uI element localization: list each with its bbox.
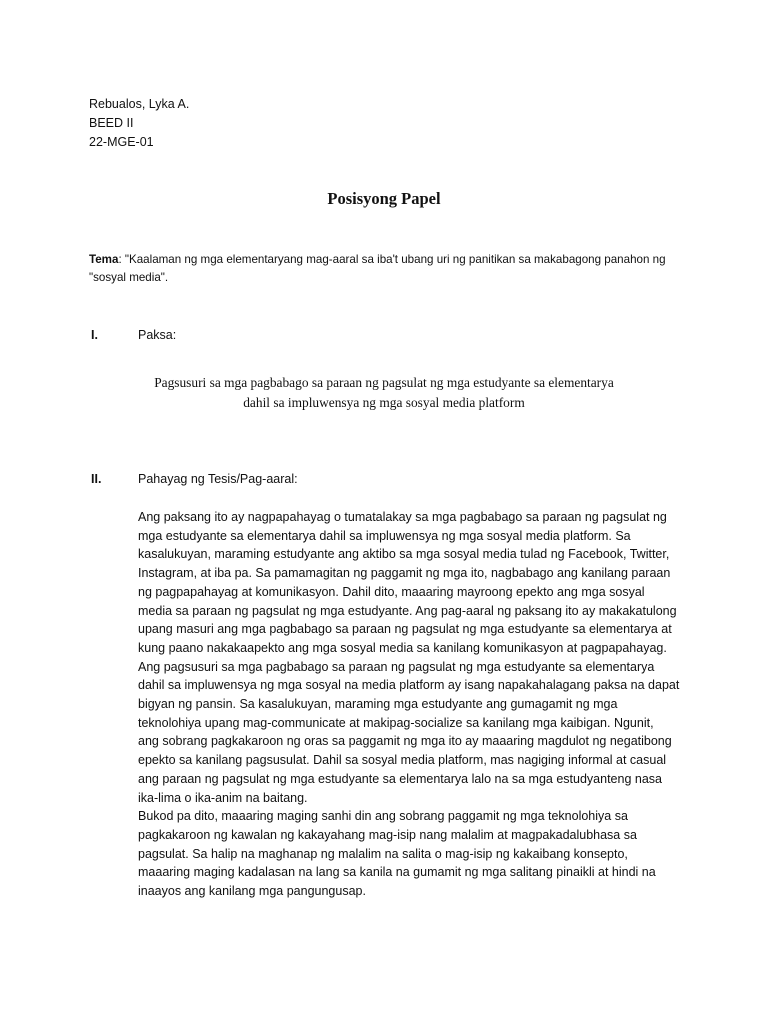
section-2-heading: Pahayag ng Tesis/Pag-aaral: [138,472,298,486]
body-line: mga estudyante sa elementarya dahil sa impluwensya ng mga sosyal media platform. Sa [138,528,631,543]
section-1-number: I. [91,328,98,342]
body-line: ika-lima o ika-anim na baitang. [138,790,308,805]
body-line: inaayos ang kanilang mga pangungusap. [138,884,366,899]
author-block [89,95,189,152]
body-line: upang masuri ang mga pagbabago sa paraan ng pagsulat ng mga estudyante sa elementarya at [138,622,672,637]
body-line: epekto sa kanilang pagsusulat. Dahil sa sosyal media platform, mas nagiging informal at casual [138,753,667,768]
body-line: kung paano nakakaapekto ang mga sosyal media sa kanilang komunikasyon at pagpapahayag. [138,640,667,655]
body-line: ang sobrang pagkakaroon ng oras sa paggamit ng mga ito ay maaaring magdulot ng negatibong [138,734,672,749]
body-line: Instagram, at iba pa. Sa pamamagitan ng paggamit ng mga ito, nagbabago ang kanilang paraan [138,566,671,581]
body-line: kasalukuyan, maraming estudyante ang aktibo sa mga sosyal media tulad ng Facebook, Twitter, [138,547,670,562]
tema-label: Tema [89,253,119,266]
tema-paragraph [89,251,679,287]
section-1-heading: Paksa: [138,328,177,342]
body-line: media sa paraan ng pagsulat ng mga estudyante. Ang pag-aaral ng paksang ito ay makakatulong [138,603,677,618]
body-line: dahil sa impluwensya ng mga sosyal na media platform ay isang napakahalagang paksa na dapat [138,678,680,693]
thesis-body [138,508,698,901]
author-course: BEED II [89,116,134,130]
author-name: Rebualos, Lyka A. [89,97,190,111]
body-line: ang paraan ng pagsulat ng mga estudyante sa elementarya lalo na sa mga estudyanteng nasa [138,771,662,786]
author-section: 22-MGE-01 [89,135,154,149]
topic-line: Pagsusuri sa mga pagbabago sa paraan ng pagsulat ng mga estudyante sa elementarya [154,375,614,390]
topic-line: dahil sa impluwensya ng mga sosyal media platform [243,394,525,410]
tema-text: : "Kaalaman ng mga elementaryang mag-aaral sa iba't ubang uri ng panitikan sa makabagong panahon ng "sosyal media". [89,253,666,284]
body-line: ng pagpapahayag at komunikasyon. Dahil dito, maaaring mayroong epekto ang mga sosyal [138,584,645,599]
body-line: pagkakaroon ng kawalan ng kakayahang mag-isip nang malalim at magpakadalubhasa sa [138,827,637,842]
body-line: Ang paksang ito ay nagpapahayag o tumatalakay sa mga pagbabago sa paraan ng pagsulat ng [138,510,667,524]
body-line: Bukod pa dito, maaaring maging sanhi din ang sobrang paggamit ng mga teknolohiya sa [138,809,628,824]
section-2-number: II. [91,472,102,486]
topic-statement [60,373,708,412]
body-line: Ang pagsusuri sa mga pagbabago sa paraan ng pagsulat ng mga estudyante sa elementarya [138,659,655,674]
body-line: teknolohiya upang mag-communicate at makipag-socialize sa kanilang mga kaibigan. Ngunit, [138,715,654,730]
body-line: maaaring maging kadalasan na lang sa kanila na gumamit ng mga salitang pinaikli at hindi na [138,865,656,880]
document-title: Posisyong Papel [327,189,441,208]
body-line: bigyan ng pansin. Sa kasalukuyan, maraming mga estudyante ang gumagamit ng mga [138,697,618,712]
body-line: pagsulat. Sa halip na maghanap ng malalim na salita o mag-isip ng kakaibang konsepto, [138,846,628,861]
